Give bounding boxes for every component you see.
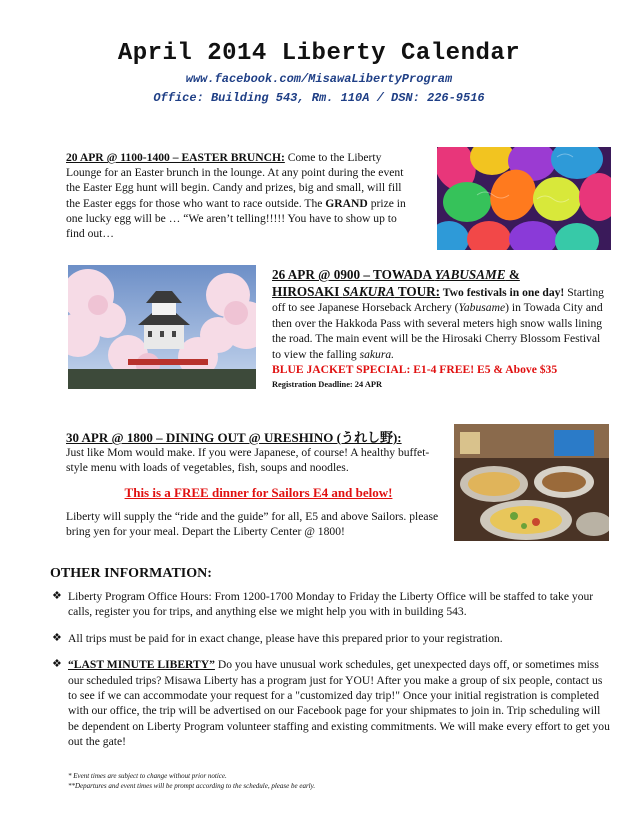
- event-text-bold: GRAND: [325, 196, 368, 210]
- diamond-bullet-icon: ❖: [52, 631, 62, 644]
- other-information-heading: OTHER INFORMATION:: [50, 566, 212, 581]
- event-towada-hirosaki-tour: [272, 266, 609, 393]
- blue-jacket-special: BLUE JACKET SPECIAL: E1-4 FREE! E5 & Above $35: [272, 363, 558, 377]
- footnotes: [68, 771, 608, 791]
- hirosaki-castle-image: [68, 265, 256, 389]
- footnote: * Event times are subject to change without prior notice.: [68, 772, 227, 780]
- page-title: April 2014 Liberty Calendar: [117, 40, 521, 67]
- easter-eggs-image: [437, 147, 611, 250]
- event-text: Just like Mom would make. If you were Japanese, of course! A healthy buffet-style menu with loads of vegetables, fish, soups and noodles.: [66, 446, 430, 475]
- office-info: Office: Building 543, Rm. 110A / DSN: 226-9516: [153, 91, 485, 105]
- list-item: ❖ “LAST MINUTE LIBERTY” Do you have unusual work schedules, get unexpected days off, or sometimes miss our scheduled trips? Misawa Liberty has a program just for YOU! After you make a group of six people, contact us to see if we can accommodate your request for a "customized day trip!" Once your initial registration is completed with our office, the trip will be advertised on our Facebook page for your shipmates to join in. Trip scheduling will be dependent on Liberty Program volunteer staffing and existing commitments. We will make every effort to get you out the gate!: [52, 658, 610, 749]
- event-easter-brunch: [66, 150, 411, 241]
- event-text: Liberty will supply the “ride and the guide” for all, E5 and above Sailors. please bring yen for your meal. Depart the Liberty Center @ 1800!: [66, 509, 439, 539]
- facebook-url[interactable]: www.facebook.com/MisawaLibertyProgram: [185, 72, 453, 86]
- event-heading: 26 APR @ 0900 – TOWADA YABUSAME &: [272, 267, 520, 282]
- diamond-bullet-icon: ❖: [52, 590, 62, 602]
- event-heading: 30 APR @ 1800 – DINING OUT @ URESHINO (うれし野):: [66, 430, 402, 445]
- list-item: ❖ Liberty Program Office Hours: From 1200-1700 Monday to Friday the Liberty Office will be staffed to take your calls, register you for trips, and anything else we might help you with in building 543.: [52, 590, 594, 619]
- event-text: Come to the Liberty Lounge for an Easter brunch in the lounge. At any point during the event the Easter Egg hunt will begin. Candy and prizes, big and small, will fill the Easter eggs for those who want to race outside. The: [66, 151, 404, 210]
- event-dining-out: [66, 430, 451, 539]
- event-body: HIROSAKI SAKURA TOUR: Two festivals in one day! Starting off to see Japanese Horseback Archery (Yabusame) in Towada City and then over the Hakkoda Pass with several meters high snow walls lining the road. The main event will be the Hirosaki Cherry Blossom Festival to view the falling sakura.: [272, 284, 604, 361]
- other-information-list: [52, 589, 612, 761]
- free-dinner-note: This is a FREE dinner for Sailors E4 and below!: [124, 484, 393, 500]
- registration-deadline: Registration Deadline: 24 APR: [272, 380, 383, 390]
- list-item: ❖ All trips must be paid for in exact change, please have this prepared prior to your registration.: [52, 631, 503, 645]
- event-text: prize in one lucky egg will be … “We aren’t telling!!!!! You have to show up to find out…: [66, 196, 406, 241]
- event-heading: 20 APR @ 1100-1400 – EASTER BRUNCH:: [66, 151, 285, 164]
- buffet-food-image: [454, 424, 609, 541]
- diamond-bullet-icon: ❖: [52, 658, 62, 671]
- footnote: **Departures and event times will be prompt according to the schedule, please be early.: [68, 782, 316, 790]
